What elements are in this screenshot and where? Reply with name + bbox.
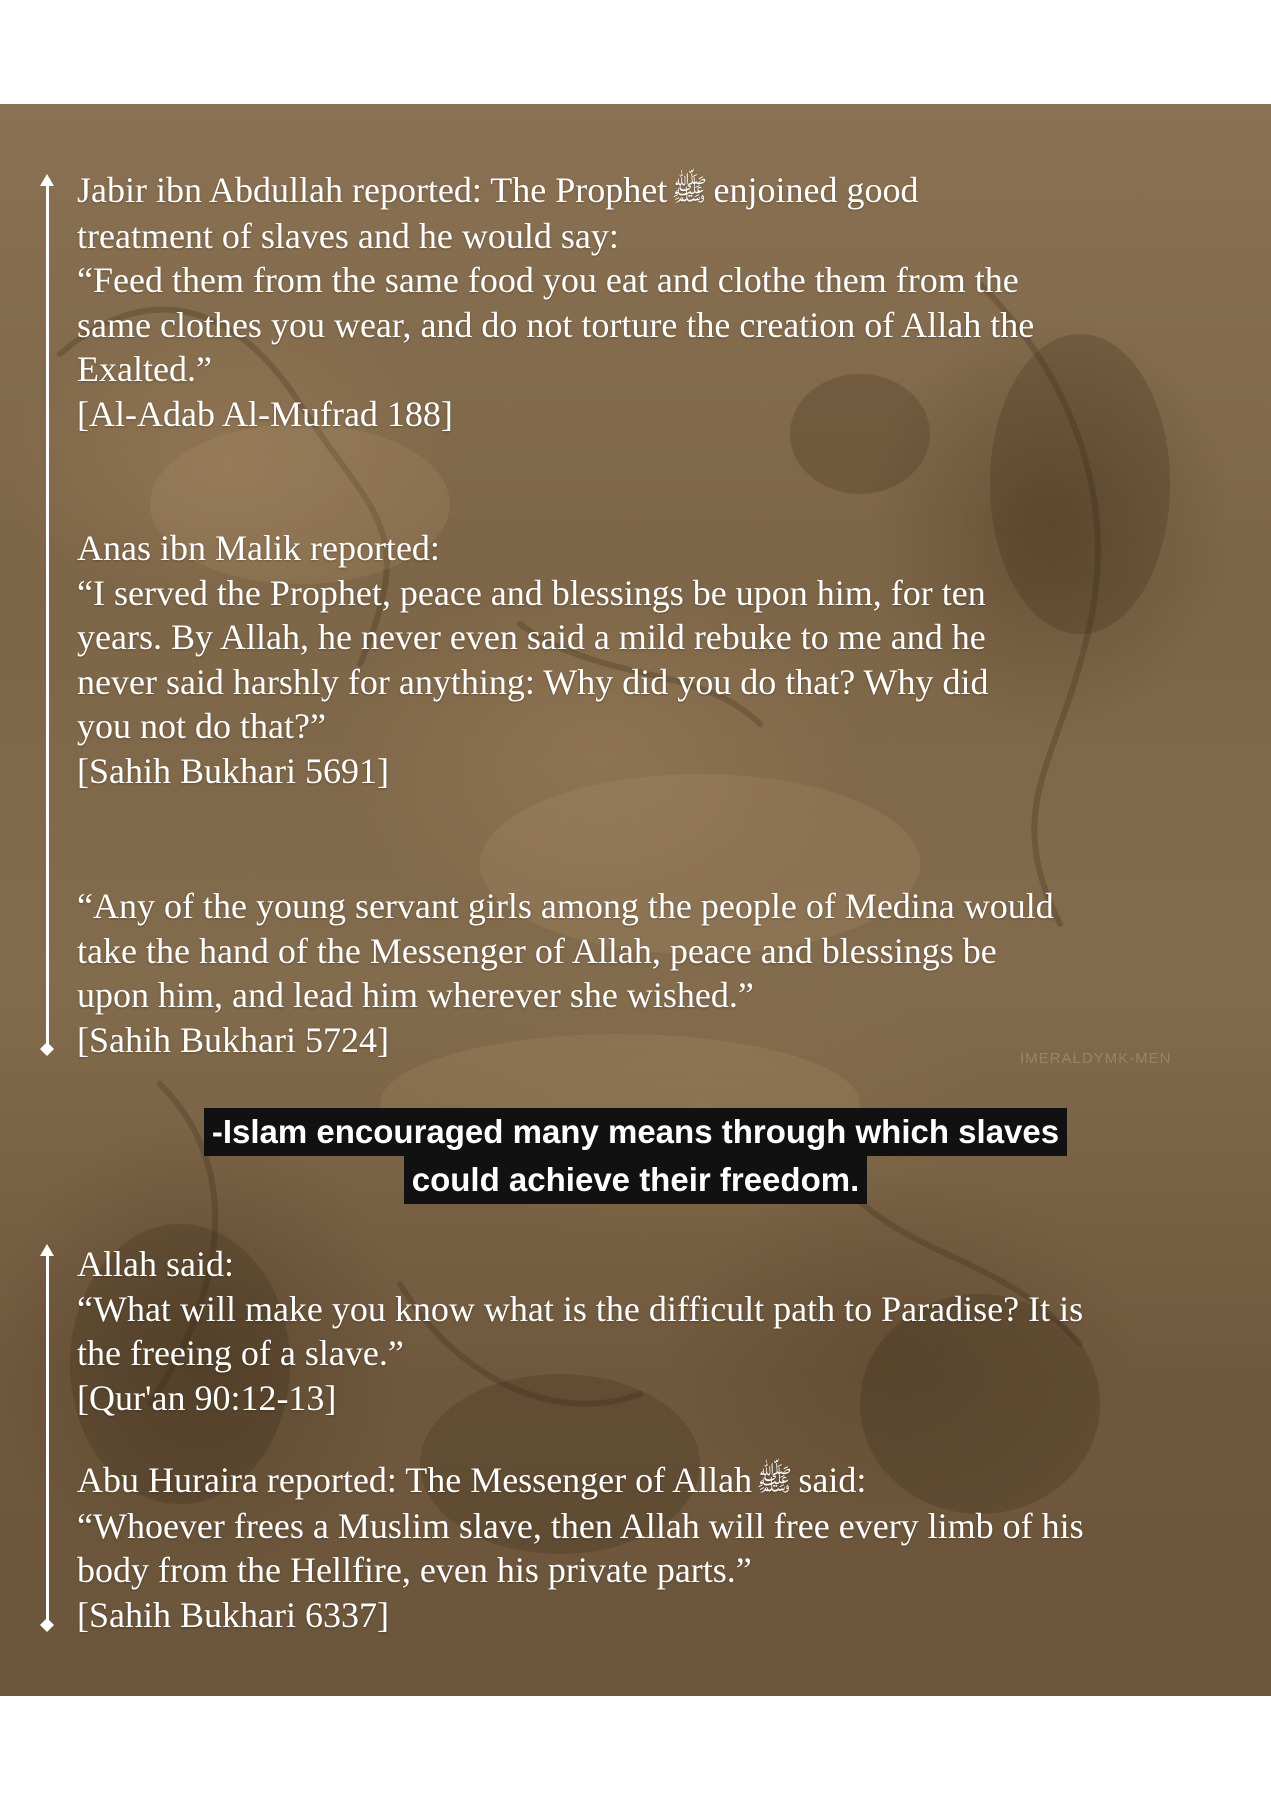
quote-line: take the hand of the Messenger of Allah, peace and blessings be bbox=[77, 930, 997, 971]
quote-line: “Feed them from the same food you eat and clothe them from the bbox=[77, 260, 1019, 300]
quote-text: enjoined good bbox=[713, 170, 919, 210]
quote-line bbox=[77, 168, 1247, 214]
quote-line: “What will make you know what is the difficult path to Paradise? It is bbox=[77, 1288, 1084, 1329]
background-signature-watermark: IMERALDYMK-MEN bbox=[1020, 1050, 1172, 1067]
quote-line: never said harshly for anything: Why did you do that? Why did bbox=[77, 661, 989, 702]
quote-line: Allah said: bbox=[77, 1244, 234, 1284]
hadith-quote-medina bbox=[77, 884, 1247, 1062]
quote-line: treatment of slaves and he would say: bbox=[77, 215, 619, 256]
bracket-line bbox=[46, 1254, 49, 1622]
honorific-glyph: ﷺ bbox=[756, 1463, 793, 1498]
bracket-bottom-diamond-icon bbox=[40, 1618, 54, 1632]
citation: [Al-Adab Al-Mufrad 188] bbox=[77, 393, 453, 434]
quote-text: said: bbox=[798, 1460, 867, 1500]
citation: [Sahih Bukhari 6337] bbox=[77, 1594, 389, 1635]
quote-line: upon him, and lead him wherever she wished.” bbox=[77, 975, 754, 1015]
sepia-background-panel bbox=[0, 104, 1271, 1696]
citation: [Qur'an 90:12-13] bbox=[77, 1377, 337, 1418]
hadith-quote-jabir bbox=[77, 168, 1247, 436]
quote-line: the freeing of a slave.” bbox=[77, 1333, 404, 1373]
citation: [Sahih Bukhari 5724] bbox=[77, 1019, 389, 1060]
freedom-callout bbox=[0, 1108, 1271, 1204]
quote-group-bracket-top bbox=[40, 174, 54, 1056]
quote-line: Exalted.” bbox=[77, 349, 212, 389]
quote-line: “Whoever frees a Muslim slave, then Allah will free every limb of his bbox=[77, 1505, 1084, 1546]
hadith-quote-anas bbox=[77, 526, 1247, 793]
bracket-top-arrow-icon bbox=[40, 174, 54, 188]
quote-line: body from the Hellfire, even his private parts.” bbox=[77, 1550, 752, 1590]
quote-text: Abu Huraira reported: The Messenger of Allah bbox=[77, 1460, 753, 1500]
quote-line: “Any of the young servant girls among the people of Medina would bbox=[77, 886, 1054, 926]
quote-line: Anas ibn Malik reported: bbox=[77, 528, 440, 568]
callout-line-1: -Islam encouraged many means through which slaves bbox=[204, 1108, 1067, 1156]
callout-line-2: could achieve their freedom. bbox=[404, 1156, 867, 1204]
quote-group-bracket-bottom bbox=[40, 1244, 54, 1632]
bracket-top-arrow-icon bbox=[40, 1244, 54, 1258]
quote-line bbox=[77, 1458, 1247, 1504]
citation: [Sahih Bukhari 5691] bbox=[77, 750, 389, 791]
hadith-quote-abu-huraira bbox=[77, 1458, 1247, 1637]
bracket-line bbox=[46, 184, 49, 1046]
honorific-glyph: ﷺ bbox=[671, 173, 708, 208]
bracket-bottom-diamond-icon bbox=[40, 1042, 54, 1056]
quote-line: you not do that?” bbox=[77, 706, 326, 746]
quran-quote bbox=[77, 1242, 1247, 1420]
quote-text: Jabir ibn Abdullah reported: The Prophet bbox=[77, 170, 668, 210]
quote-line: years. By Allah, he never even said a mild rebuke to me and he bbox=[77, 617, 986, 657]
quote-line: same clothes you wear, and do not torture the creation of Allah the bbox=[77, 304, 1035, 345]
quote-line: “I served the Prophet, peace and blessings be upon him, for ten bbox=[77, 572, 986, 613]
